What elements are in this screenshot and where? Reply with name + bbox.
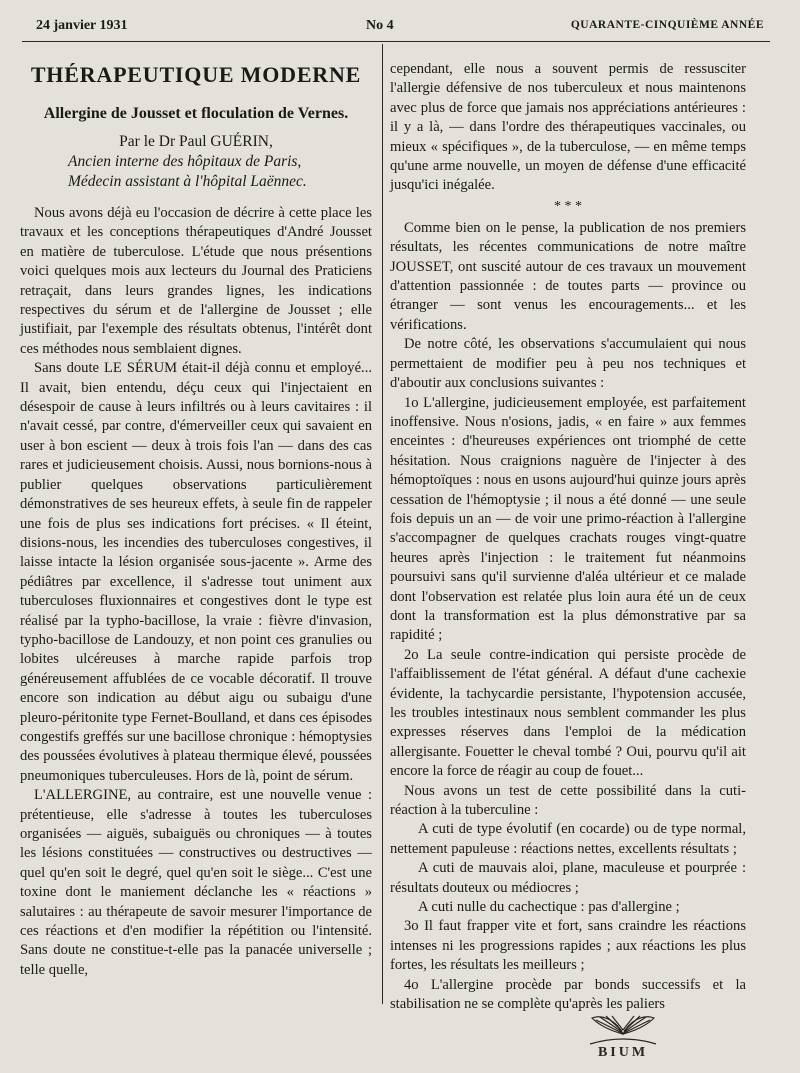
article-subtitle: Allergine de Jousset et floculation de Vernes.: [43, 105, 349, 122]
section-title: THÉRAPEUTIQUE MODERNE: [30, 62, 362, 87]
header-rule: [22, 41, 770, 42]
paragraph: Nous avons un test de cette possibilité dans la cuti-réaction à la tuberculine :: [390, 782, 746, 819]
paragraph: Nous avons déjà eu l'occasion de décrire à cette place les travaux et les conceptions thérapeutiques d'André Jousset en matière de tuberculose. L'étude que nous présentions voici quelques mois aux lecteurs du Journal des Praticiens retraçait, dans leurs grandes lignes, les indications respectives du sérum et de l'allergine de Jousset ; elle justifiait, par l'exemple des résultats obtenus, l'intérêt dont ces méthodes nous semblaient dignes.: [20, 205, 372, 357]
paragraph: A cuti nulle du cachectique : pas d'allergine ;: [418, 899, 680, 916]
paragraph: De notre côté, les observations s'accumulaient qui nous permettaient de modifier peu à peu nos techniques et d'aboutir aux conclusions suivantes :: [390, 336, 746, 392]
issue-number: No 4: [366, 18, 394, 33]
paragraph: Sans doute LE SÉRUM était-il déjà connu et employé... Il avait, bien entendu, déçu ceux qui l'injectaient en désespoir de cause à leurs infiltrés ou à leurs cavitaires : il n'avait cessé, par contre, d'émerveiller ceux qui savaient en user à bon escient — deux à trois fois l'an — dans des cas rares et judicieusement choisis. Aussi, nous bornions-nous à publier quelques observations particulièrement démonstratives de ses heureux effets, à seule fin de rappeler une fois de plus ses indications fort précises. « Il éteint, disions-nous, les incendies des tuberculoses congestives, il laisse intacte la lésion organisée sous-jacente ». Arme des pédiâtres par excellence, il s'adresse tout uniment aux tuberculoses fluxionnaires et congestives dont le type est réalisé par la typho-bacillose, la vraie : fièvre d'invasion, typho-bacillose de Landouzy, et non point ces granulies ou lobites ulcéreuses à marche rapide parfois trop généreusement affublées de ce vocable décoratif. Il trouve encore son indication au début aigu ou subaigu d'une pleuro-péritonite type Fernet-Boulland, et dans ces épisodes congestifs greffés sur une bacillose chronique : hémoptysies des poussées évolutives à plateau thermique élevé, poussées pneumoniques tuberculeuses. Hors de là, point de sérum.: [20, 360, 372, 784]
volume-year: QUARANTE-CINQUIÈME ANNÉE: [570, 19, 764, 31]
stamp-text: BIUM: [597, 1045, 649, 1060]
column-divider: [382, 44, 383, 1004]
bium-stamp-logo: [578, 1000, 668, 1060]
right-column: [390, 60, 746, 1015]
paragraph: L'ALLERGINE, au contraire, est une nouvelle venue : prétentieuse, elle s'adresse à toutes les tuberculoses organisées — aiguës, subaiguës ou chroniques — à toutes les lésions constituées — constructives ou destructives — quel qu'en soit le degré, quel qu'en soit le siège... C'est une toxine dont le maniement déclanche les « réactions » salutaires : au thérapeute de savoir mesurer l'importance de ces réactions et d'en modifier la répétition ou l'intensité. Sans doute ne constitue-t-elle pas la panacée universelle ; telle quelle,: [20, 787, 372, 978]
paragraph: 2o La seule contre-indication qui persiste procède de l'affaiblissement de l'état général. A défaut d'une cachexie évidente, la tachycardie persistante, l'hypotension accusée, les troubles intestinaux nous semblent commander les plus expresses réserves dans l'emploi de la médication allergisante. Fouetter le cheval tombé ? Oui, pourvu qu'il ait encore la force de réagir au coup de fouet...: [390, 646, 746, 780]
article-author: Par le Dr Paul GUÉRIN,: [119, 133, 273, 150]
left-column: [20, 62, 372, 980]
paragraph: 1o L'allergine, judicieusement employée, est parfaitement inoffensive. Nous n'osions, jadis, « en faire » aux femmes enceintes : d'heureuses expériences ont triomphé de cette hésitation. Nous craignions naguère de l'injecter à des hémoptoïques : nous en usons aujourd'hui quinze jours après cessation de l'hémoptysie ; il nous a été donné — une seule fois depuis un an — de voir une primo-réaction à l'allergine s'accompagner de quelques crachats rouges vingt-quatre heures après l'injection : le traitement fut néanmoins poursuivi sans qu'il survienne d'aléa ultérieur et ce malade dont l'observation est relatée plus loin aura été un de ceux dont la transformation est la plus démonstrative par sa rapidité ;: [390, 394, 746, 644]
paragraph: 3o Il faut frapper vite et fort, sans craindre les réactions intenses ni les progressions rapides ; aux réactions les plus fortes, les résultats les meilleurs ;: [390, 918, 746, 974]
section-separator: * * *: [554, 198, 582, 214]
paragraph: A cuti de type évolutif (en cocarde) ou de type normal, nettement papuleuse : réactions nettes, excellents résultats ;: [390, 821, 746, 857]
author-affiliation: [68, 152, 372, 192]
paragraph: cependant, elle nous a souvent permis de ressusciter l'allergie défensive de nos tuberculeux et nous maintenons avec plus de force que jamais nos appréciations antérieures : il y a là, — dans l'ordre des thérapeutiques vaccinales, ou mieux « spécifiques », de la tuberculose, — en même temps qu'une arme nouvelle, un moyen de défense d'une efficacité jusqu'ici inégalée.: [390, 61, 746, 194]
affiliation-line-1: Ancien interne des hôpitaux de Paris,: [68, 153, 302, 170]
paragraph: A cuti de mauvais aloi, plane, maculeuse et pourprée : résultats douteux ou médiocres ;: [390, 860, 746, 896]
affiliation-line-2: Médecin assistant à l'hôpital Laënnec.: [68, 173, 307, 190]
issue-date: 24 janvier 1931: [36, 18, 128, 33]
paragraph: 4o L'allergine procède par bonds successifs et la stabilisation ne se complète qu'après les paliers: [390, 976, 746, 1013]
running-header: [36, 18, 764, 40]
paragraph: Comme bien on le pense, la publication de nos premiers résultats, les récentes communications de notre maître JOUSSET, ont suscité autour de ces travaux un mouvement d'attention passionnée : de toutes parts — province ou étranger — sont venus les encouragements... et les vérifications.: [390, 219, 746, 333]
